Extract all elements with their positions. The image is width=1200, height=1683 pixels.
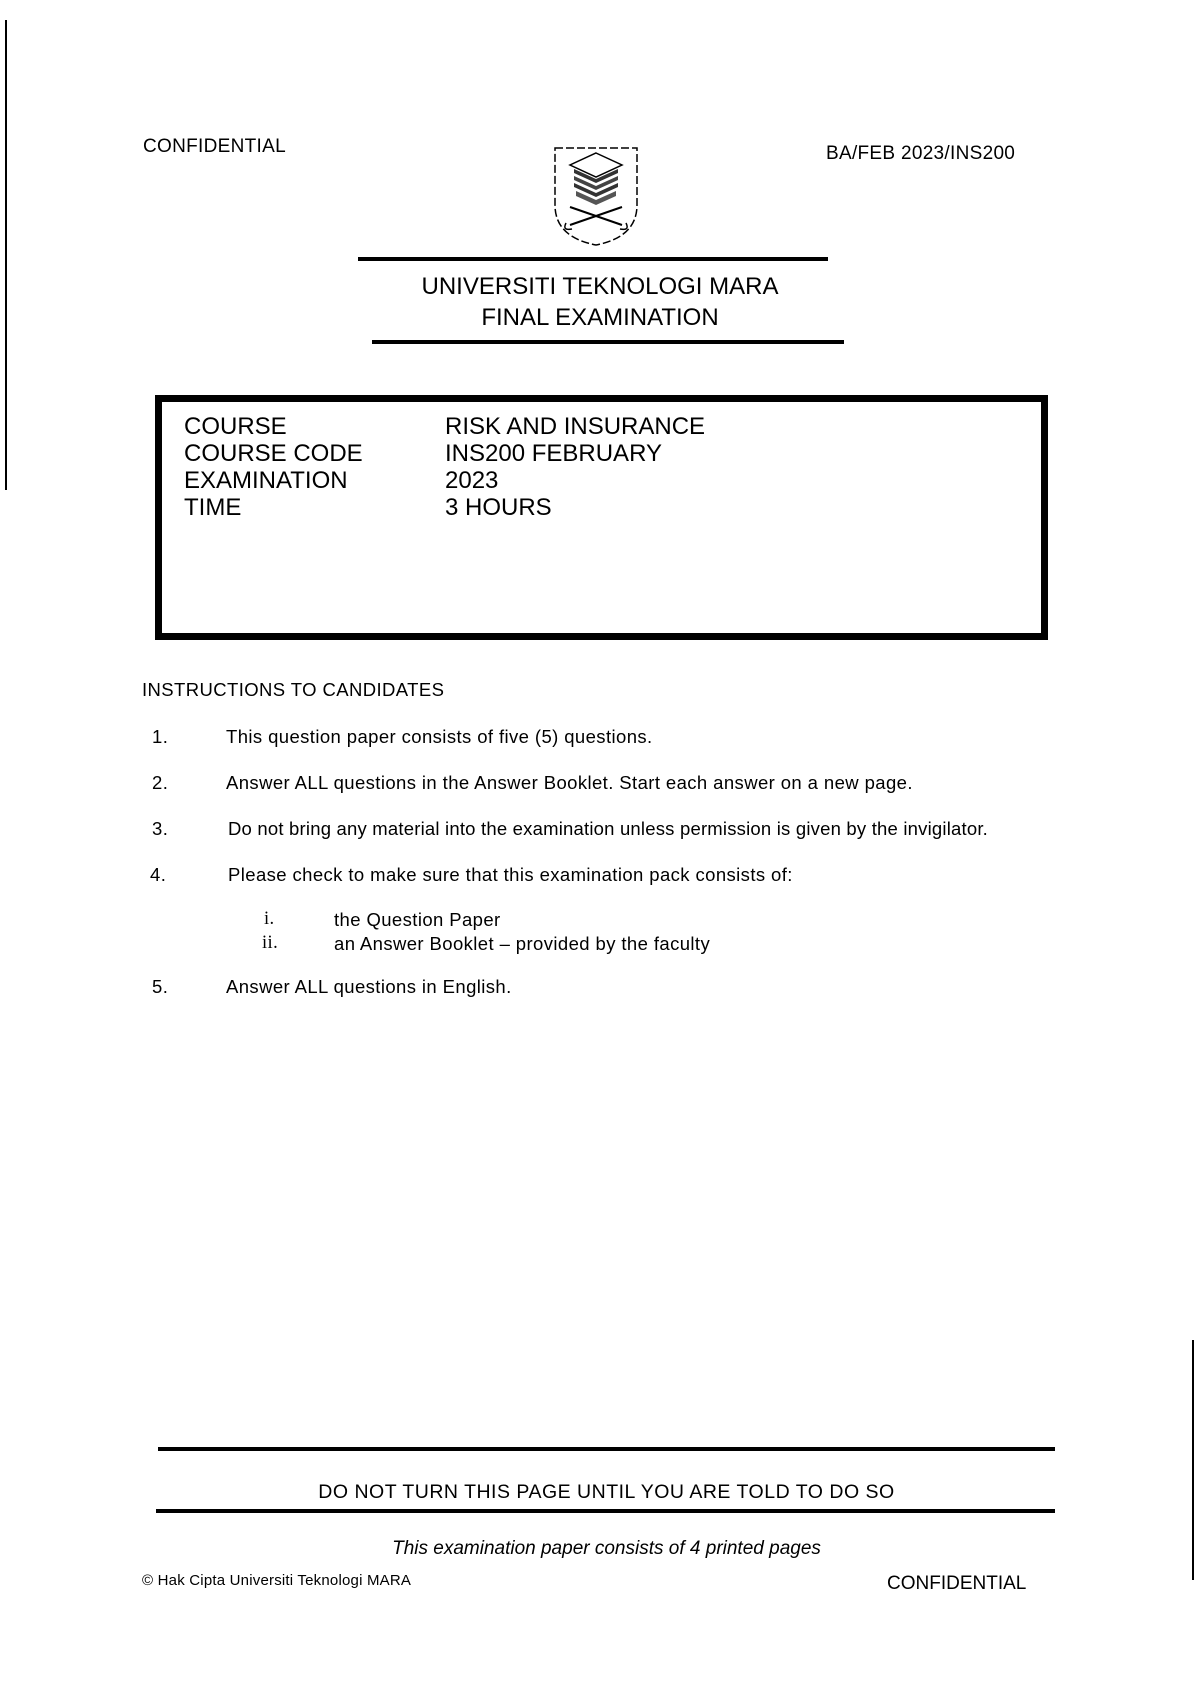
do-not-turn-notice: DO NOT TURN THIS PAGE UNTIL YOU ARE TOLD TO DO SO — [318, 1481, 895, 1503]
examination-value: 2023 — [445, 467, 499, 494]
exam-type: FINAL EXAMINATION — [481, 304, 719, 331]
university-name: UNIVERSITI TEKNOLOGI MARA — [421, 273, 779, 300]
time-label: TIME — [184, 494, 242, 521]
examination-label: EXAMINATION — [184, 467, 348, 494]
header-confidential: CONFIDENTIAL — [143, 136, 286, 157]
title-top-rule — [358, 257, 828, 261]
instruction-number: 3. — [152, 818, 169, 839]
copyright-notice: © Hak Cipta Universiti Teknologi MARA — [142, 1572, 412, 1589]
instruction-text: Answer ALL questions in the Answer Booklet. Start each answer on a new page. — [226, 772, 913, 793]
right-margin-line — [1192, 1340, 1194, 1580]
course-code-label: COURSE CODE — [184, 440, 363, 467]
footer-confidential: CONFIDENTIAL — [887, 1573, 1027, 1594]
subitem-text: an Answer Booklet – provided by the faculty — [334, 933, 711, 954]
instructions-heading: INSTRUCTIONS TO CANDIDATES — [142, 679, 445, 700]
instruction-number: 5. — [152, 976, 169, 997]
course-label: COURSE — [184, 413, 287, 440]
course-value: RISK AND INSURANCE — [445, 413, 706, 440]
uitm-crest-icon — [552, 145, 640, 248]
header-paper-code: BA/FEB 2023/INS200 — [826, 143, 1016, 164]
footer-top-rule — [158, 1447, 1055, 1451]
left-margin-line — [5, 20, 7, 490]
instruction-text: This question paper consists of five (5) questions. — [226, 726, 653, 747]
title-bottom-rule — [372, 340, 844, 344]
subitem-number: ii. — [262, 933, 279, 953]
instruction-text: Answer ALL questions in English. — [226, 976, 512, 997]
subitem-number: i. — [264, 909, 275, 929]
footer-bottom-rule — [156, 1509, 1055, 1513]
instruction-number: 4. — [150, 864, 167, 885]
printed-pages-note: This examination paper consists of 4 printed pages — [392, 1538, 821, 1559]
instruction-text: Please check to make sure that this examination pack consists of: — [228, 864, 793, 885]
instruction-text: Do not bring any material into the examination unless permission is given by the invigilator. — [228, 818, 989, 839]
course-code-value: INS200 FEBRUARY — [445, 440, 662, 467]
instruction-number: 2. — [152, 772, 169, 793]
time-value: 3 HOURS — [445, 494, 552, 521]
instruction-number: 1. — [152, 726, 169, 747]
subitem-text: the Question Paper — [334, 909, 501, 930]
